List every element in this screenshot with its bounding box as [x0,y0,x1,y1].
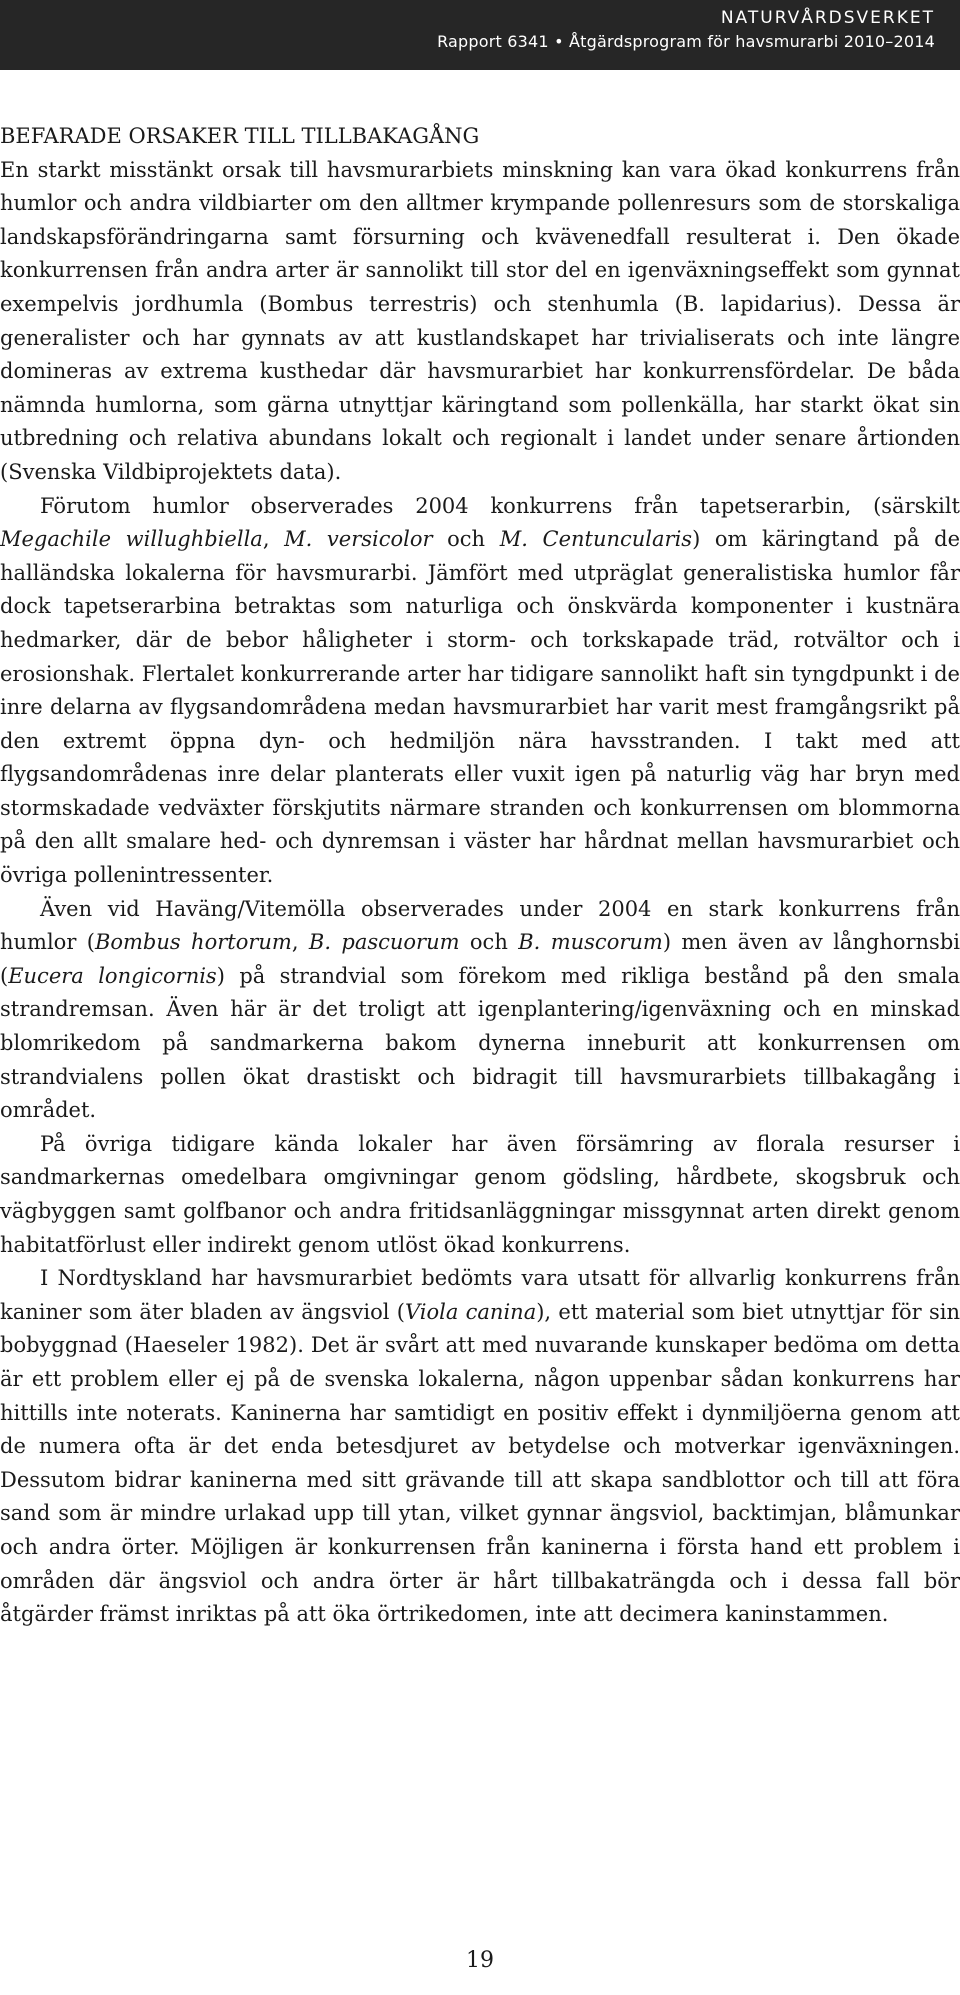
text-run: I Nordtyskland har havsmurarbiet bedömts vara utsatt för allvarlig konkurrens från kaniner som äter bladen av ängsviol ( [0,1266,960,1324]
text-run: ) om käringtand på de halländska lokalerna för havsmurarbi. Jämfört med utpräglat generalistiska humlor får dock tapetserarbina betraktas som naturliga och önskvärda komponenter i kustnära hedmarker, där de bebor håligheter i storm- och torkskapade träd, rotvältor och i erosionshak. Flertalet konkurrerande arter har tidigare sannolikt haft sin tyngdpunkt i de inre delarna av flygsandområdena medan havsmurarbiet har varit mest framgångsrikt på den extremt öppna dyn- och hedmiljön nära havsstranden. I takt med att flygsandområdenas inre delar planterats eller vuxit igen på naturlig väg har bryn med stormskadade vedväxter förskjutits närmare stranden och konkurrensen om blommorna på den allt smalare hed- och dynremsan i väster har hårdnat mellan havsmurarbiet och övriga pollenintressenter. [0,527,960,888]
species-name: M. Centuncularis [499,527,693,552]
body-paragraph [0,1262,960,1632]
header-organization: NATURVÅRDSVERKET [720,8,935,28]
species-name: B. pascuorum [308,930,460,955]
text-run: , [291,930,309,955]
body-paragraph [0,490,960,893]
species-name: Bombus hortorum [94,930,292,955]
section-heading: BEFARADE ORSAKER TILL TILLBAKAGÅNG [0,124,480,148]
species-name: Viola canina [404,1299,537,1324]
text-run: ) men även av långhornsbi ( [0,930,960,988]
body-paragraph [0,893,960,1128]
page-header [0,0,960,70]
text-run: ) på strandvial som förekom med rikliga bestånd på den smala strandremsan. Även här är det troligt att igenplantering/igenväxning och en minskad blomrikedom på sandmarkerna bakom dynerna inneburit att konkurrensen om strandvialens pollen ökat drastiskt och bidragit till havsmurarbiets tillbakagång i området. [0,963,960,1123]
text-run: , [262,527,285,552]
species-name: Megachile willughbiella [0,527,263,552]
page-number: 19 [466,1948,494,1973]
body-paragraph [0,154,960,490]
main-content [0,120,960,1632]
text-run: På övriga tidigare kända lokaler har även försämring av florala resurser i sandmarkernas omedelbara omgivningar genom gödsling, hårdbete, skogsbruk och vägbyggen samt golfbanor och andra fritidsanläggningar missgynnat arten direkt genom habitatförlust eller indirekt genom utlöst ökad konkurrens. [0,1131,960,1257]
species-name: M. versicolor [284,527,433,552]
text-run: ), ett material som biet utnyttjar för sin bobyggnad (Haeseler 1982). Det är svårt att med nuvarande kunskaper bedöma om detta är ett problem eller ej på de svenska lokalerna, någon uppenbar sådan konkurrens har hittills inte noterats. Kaninerna har samtidigt en positiv effekt i dynmiljöerna genom att de numera ofta är det enda betesdjuret av betydelse och motverkar igenväxningen. Dessutom bidrar kaninerna med sitt grävande till att skapa sandblottor och till att föra sand som är mindre urlakad upp till ytan, vilket gynnar ängsviol, backtimjan, blåmunkar och andra örter. Möjligen är konkurrensen från kaninerna i första hand ett problem i områden där ängsviol och andra örter är hårt tillbakaträngda och i dessa fall bör åtgärder främst inriktas på att öka örtrikedomen, inte att decimera kaninstammen. [0,1299,960,1627]
text-run: Även vid Haväng/Vitemölla observerades under 2004 en stark konkurrens från humlor ( [0,896,960,955]
header-report-title: Rapport 6341 • Åtgärdsprogram för havsmurarbi 2010–2014 [437,32,935,51]
body-text [0,154,960,1632]
body-paragraph [0,1128,960,1262]
species-name: Eucera longicornis [8,963,217,988]
text-run: Förutom humlor observerades 2004 konkurrens från tapetserarbin, (särskilt [40,493,960,518]
text-run: En starkt misstänkt orsak till havsmurarbiets minskning kan vara ökad konkurrens från humlor och andra vildbiarter om den alltmer krympande pollenresurs som de storskaliga landskapsförändringarna samt försurning och kvävenedfall resulterat i. Den ökade konkurrensen från andra arter är sannolikt till stor del en igenväxningseffekt som gynnat exempelvis jordhumla (Bombus terrestris) och stenhumla (B. lapidarius). Dessa är generalister och har gynnats av att kustlandskapet har trivialiserats och inte längre domineras av extrema kusthedar där havsmurarbiet har konkurrensfördelar. De båda nämnda humlorna, som gärna utnyttjar käringtand som pollenkälla, har starkt ökat sin utbredning och relativa abundans lokalt och regionalt i landet under senare årtionden (Svenska Vildbiprojektets data). [0,157,960,484]
text-run: och [432,527,500,552]
species-name: B. muscorum [518,930,663,955]
text-run: och [459,930,519,955]
